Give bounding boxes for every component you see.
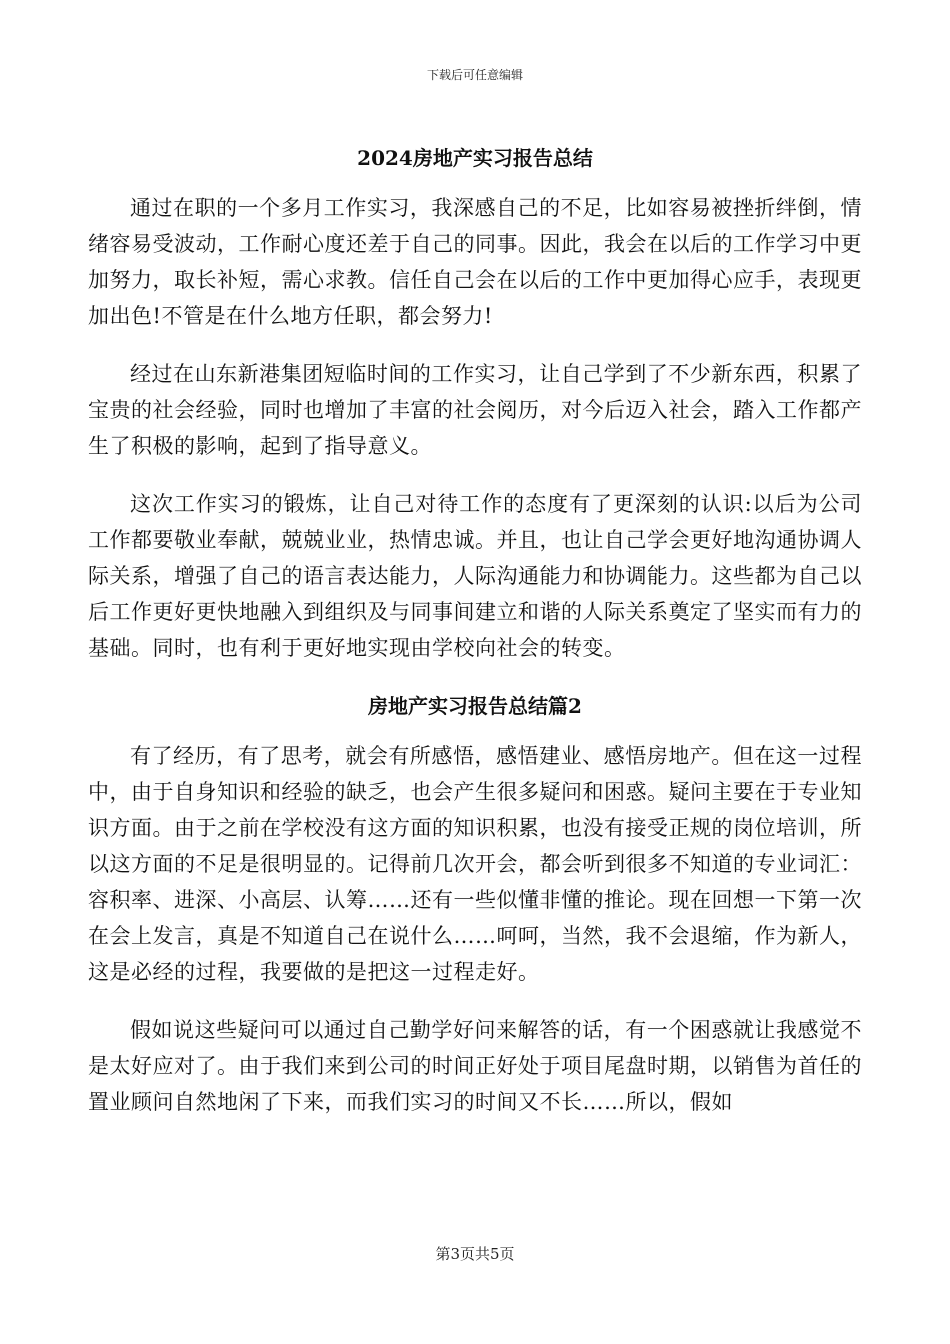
paragraph: 这次工作实习的锻炼，让自己对待工作的态度有了更深刻的认识:以后为公司工作都要敬业奉献，兢兢业业，热情忠诚。并且，也让自己学会更好地沟通协调人际关系，增强了自己的语言表达能力，人际沟通能力和协调能力。这些都为自己以后工作更好更快地融入到组织及与同事间建立和谐的人际关系奠定了坚实而有力的基础。同时，也有利于更好地实现由学校向社会的转变。 xyxy=(88,492,862,660)
header-note: 下载后可任意编辑 xyxy=(426,68,523,82)
section-subtitle: 房地产实习报告总结篇2 xyxy=(368,694,582,718)
paragraph: 假如说这些疑问可以通过自己勤学好问来解答的话，有一个困惑就让我感觉不是太好应对了。由于我们来到公司的时间正好处于项目尾盘时期，以销售为首任的置业顾问自然地闲了下来，而我们实习的时间又不长……所以，假如 xyxy=(88,1018,862,1114)
document-title: 2024房地产实习报告总结 xyxy=(357,146,593,170)
document-body xyxy=(88,140,862,1120)
paragraph: 有了经历，有了思考，就会有所感悟，感悟建业、感悟房地产。但在这一过程中，由于自身知识和经验的缺乏，也会产生很多疑问和困惑。疑问主要在于专业知识方面。由于之前在学校没有这方面的知识积累，也没有接受正规的岗位培训，所以这方面的不足是很明显的。记得前几次开会，都会听到很多不知道的专业词汇：容积率、进深、小高层、认筹……还有一些似懂非懂的推论。现在回想一下第一次在会上发言，真是不知道自己在说什么……呵呵，当然，我不会退缩，作为新人，这是必经的过程，我要做的是把这一过程走好。 xyxy=(88,744,862,984)
page-footer: 第3页共5页 xyxy=(435,1245,515,1263)
paragraph: 通过在职的一个多月工作实习，我深感自己的不足，比如容易被挫折绊倒，情绪容易受波动，工作耐心度还差于自己的同事。因此，我会在以后的工作学习中更加努力，取长补短，需心求教。信任自己会在以后的工作中更加得心应手，表现更加出色!不管是在什么地方任职，都会努力! xyxy=(88,196,862,328)
paragraph: 经过在山东新港集团短临时间的工作实习，让自己学到了不少新东西，积累了宝贵的社会经验，同时也增加了丰富的社会阅历，对今后迈入社会，踏入工作都产生了积极的影响，起到了指导意义。 xyxy=(88,362,862,458)
